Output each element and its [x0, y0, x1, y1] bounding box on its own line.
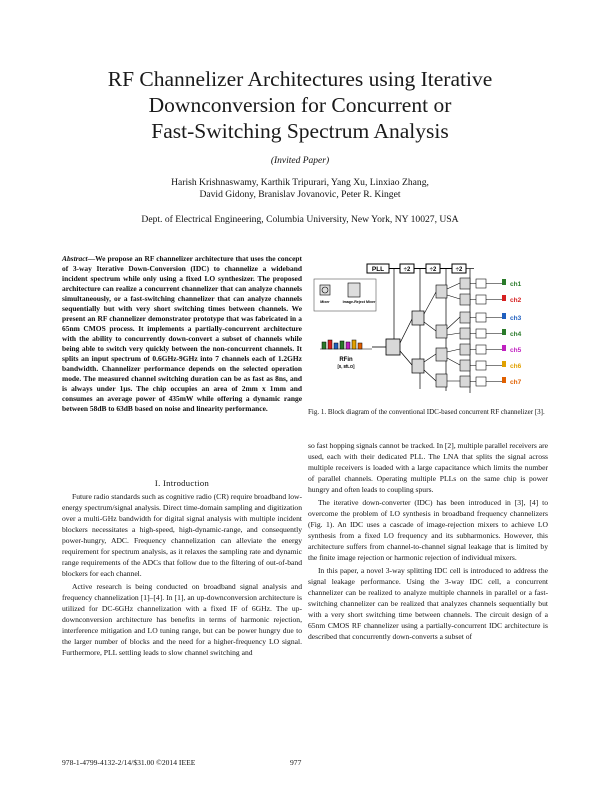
section-heading: I. Introduction	[154, 478, 210, 488]
mixer-stage-2	[412, 311, 424, 325]
paper-title	[40, 66, 560, 144]
mixer-stage-3	[436, 285, 447, 298]
channel-label-ch6: ch6	[510, 363, 522, 370]
filter-block	[476, 329, 486, 338]
rfin-label: RFin	[339, 357, 353, 363]
channel-marker	[502, 329, 506, 335]
divider-label: ÷2	[403, 267, 411, 273]
authors-line-1: Harish Krishnaswamy, Karthik Tripurari, Yang Xu, Linxiao Zhang,	[171, 177, 429, 188]
invited-note: (Invited Paper)	[270, 156, 330, 166]
channel-marker	[502, 361, 506, 367]
mixer-stage-3	[436, 325, 447, 338]
left-column-body	[62, 491, 302, 660]
paragraph: The iterative down-converter (IDC) has been introduced in [3], [4] to overcome the problem of LO synthesis in broadband frequency channelizers (Fig. 1). An IDC uses a cascade of image-rejection mixers to achieve LO synthesis from a fixed LO frequency and its subharmonics. However, this architecture suffers from channel-to-channel signal leakage that is limited by the finite image rejection or harmonic rejection of individual mixers.	[308, 498, 548, 562]
authors-line-2: David Gidony, Branislav Jovanovic, Peter R. Kinget	[199, 189, 401, 200]
divider-label: ÷2	[455, 267, 463, 273]
rfin-spectrum	[320, 340, 372, 349]
filter-block	[476, 295, 486, 304]
pll-label: PLL	[371, 266, 385, 273]
block-diagram-figure	[312, 259, 548, 399]
channel-label-ch4: ch4	[510, 331, 522, 338]
inset-label: Mixer	[320, 300, 330, 304]
title-line-2: Downconversion for Concurrent or	[148, 93, 452, 117]
filter-block	[476, 361, 486, 370]
channel-label-ch3: ch3	[510, 315, 522, 322]
paragraph: In this paper, a novel 3-way splitting IDC cell is introduced to address the signal leakage performance. Using the 3-way IDC cell, a concurrent channelizer can be realized to analyze multiple channels in parallel or a fast-switching channelizer can be realized that analyzes channels sequentially but with a very short switching time between channels. The circuit design of a 65nm CMOS RF channelizer using a partially-concurrent IDC architecture is described that concurrently down-converts a subset of	[308, 566, 548, 641]
inset-irm-symbol	[348, 283, 360, 297]
author-list	[0, 177, 600, 201]
channel-marker	[502, 313, 506, 319]
page-number: 977	[290, 758, 302, 767]
divider-label: ÷2	[429, 267, 437, 273]
figure-caption: Fig. 1. Block diagram of the conventional IDC-based concurrent RF channelizer [3].	[308, 408, 545, 416]
channel-marker	[502, 295, 506, 301]
mixer-stage-4	[460, 360, 470, 371]
mixer-stage-2	[412, 359, 424, 373]
abstract-text: —We propose an RF channelizer architecture that uses the concept of 3-way Iterative Down-Conversion (IDC) to channelize a wideband incident spectrum while only using a fixed LO synthesizer. The proposed architecture can realize a concurrent channelizer that can analyze channels simultaneously, or a fast-switching channelizer that can analyze channels sequentially but with very short switching times between channels. We present an RF channelizer demonstrator prototype that was fabricated in a 65nm CMOS process. It implements a partially-concurrent architecture with the ability to concurrently down-convert a subset of channels while being able to switch very quickly between the non-concurrent channels. It splits an input spectrum of 0.6GHz-9GHz into 7 channels each of 1.2GHz bandwidth. Channelizer performance depends on the selected operation mode. The measured channel switching duration can be as fast as 8ns, and is always under 1μs. The chip occupies an area of 2mm x 1mm and consumes an average power of 435mW while offering a dynamic range between 58dB to 63dB based on noise and linearity performance.	[62, 254, 302, 413]
paragraph: Future radio standards such as cognitive radio (CR) require broadband low-energy spectrum/signal analysis. Direct time-domain sampling and digitization over a multi-GHz bandwidth for digital signal analysis with multiple incident blockers necessitates a high-speed, high-dynamic-range, and consequently power-hungry, ADC. Frequency channelization can alleviate the energy requirement for spectrum analysis, as it relaxes the sampling rate and dynamic range requirements of the ADCs that follow due to the filtering of out-of-band blockers for each channel.	[62, 492, 302, 578]
mixer-stage-4	[460, 376, 470, 387]
channel-label-ch2: ch2	[510, 297, 522, 304]
mixer-stage-4	[460, 344, 470, 355]
inset-label: Image-Reject Mixer	[342, 300, 376, 304]
mixer-stage-4	[460, 328, 470, 339]
channel-marker	[502, 377, 506, 383]
mixer-stage-4	[460, 278, 470, 289]
filter-block	[476, 345, 486, 354]
mixer-stage-4	[460, 294, 470, 305]
mixer-stage-3	[436, 374, 447, 387]
channel-label-ch1: ch1	[510, 281, 522, 288]
mixer-stage-3	[436, 348, 447, 361]
mixer-stage-4	[460, 312, 470, 323]
abstract	[62, 254, 302, 414]
affiliation: Dept. of Electrical Engineering, Columbia University, New York, NY 10027, USA	[141, 214, 459, 225]
filter-block	[476, 377, 486, 386]
channel-marker	[502, 279, 506, 285]
mixer-stage-1	[386, 339, 400, 355]
filter-block	[476, 279, 486, 288]
inset-mixer-symbol	[320, 285, 330, 295]
channel-label-ch7: ch7	[510, 379, 522, 386]
footer-isbn: 978-1-4799-4132-2/14/$31.00 ©2014 IEEE	[62, 758, 196, 767]
channel-marker	[502, 345, 506, 351]
paragraph: so fast hopping signals cannot be tracked. In [2], multiple parallel receivers are used, each with their dedicated PLL. The LNA that splits the signal across multiple receivers is loaded with a large capacitance which limits the number of parallel channels. Operating multiple PLLs on the same chip is power hungry and often leads to coupling spurs.	[308, 441, 548, 494]
filter-block	[476, 313, 486, 322]
paragraph: Active research is being conducted on broadband signal analysis and frequency channelization [1]–[4]. In [1], an up-downconversion architecture is utilized for DC-6GHz channelization with a fixed IF of 6GHz. The up-downconversion architecture has benefits in terms of harmonic rejection, interference mitigation and LO tuning range, but can be power hungry due to the larger number of blocks and the need for a higher-frequency LO signal. Furthermore, PLL settling leads to slow channel switching and	[62, 582, 302, 657]
right-column-body	[308, 440, 548, 644]
title-line-1: RF Channelizer Architectures using Iterative	[107, 67, 493, 91]
channel-label-ch5: ch5	[510, 347, 522, 354]
channel-outputs	[502, 279, 522, 386]
rfin-range: [0, 8fLO]	[337, 364, 355, 369]
abstract-label: Abstract	[62, 254, 88, 263]
title-line-3: Fast-Switching Spectrum Analysis	[151, 119, 449, 143]
